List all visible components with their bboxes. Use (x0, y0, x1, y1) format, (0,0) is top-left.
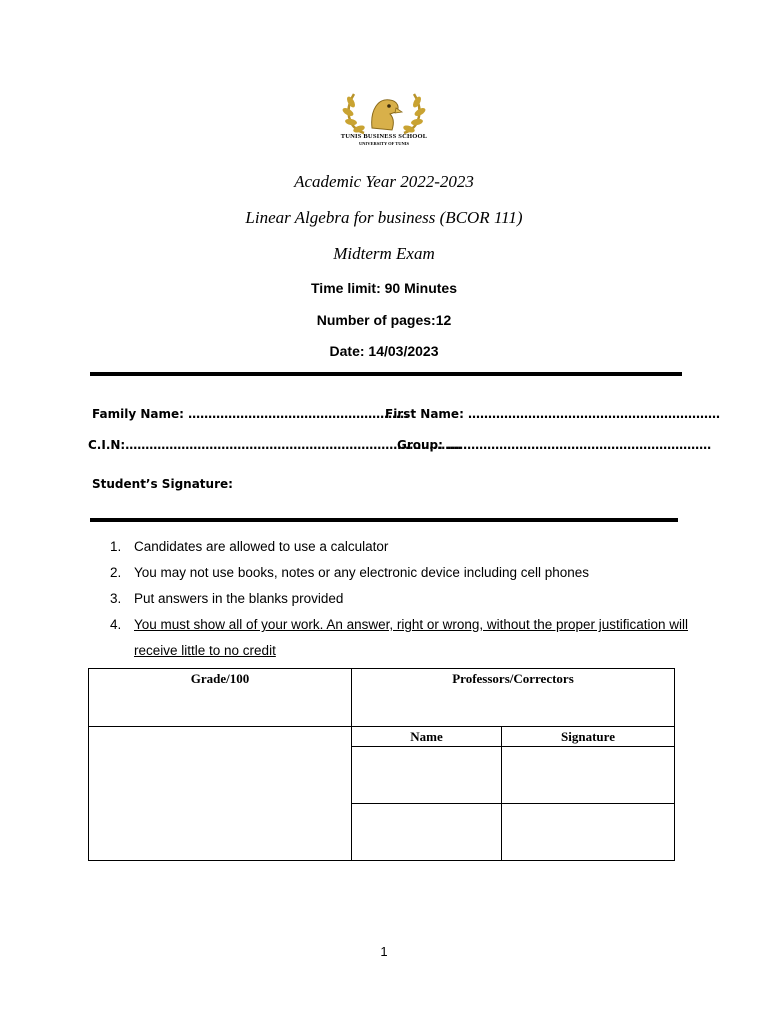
group-field[interactable]: Group: ………………………………………………………… (397, 438, 712, 452)
instruction-text: You must show all of your work. An answer, right or wrong, without the proper justification will (134, 617, 689, 632)
top-divider (90, 372, 682, 376)
instruction-text: Put answers in the blanks provided (134, 591, 344, 606)
cin-field[interactable]: C.I.N:………………………………………………………………………… (88, 438, 462, 452)
professors-header-cell (352, 669, 675, 727)
instruction-number: 3. (110, 591, 122, 606)
page-number: 1 (380, 944, 388, 959)
exam-type: Midterm Exam (333, 244, 435, 263)
professors-header: Professors/Correctors (452, 671, 574, 686)
grade-header-cell (89, 669, 352, 727)
signature-header-cell (502, 727, 675, 747)
signature-header: Signature (561, 729, 615, 744)
student-signature-label: Student’s Signature: (92, 477, 233, 491)
course-title: Linear Algebra for business (BCOR 111) (245, 208, 523, 227)
family-name-field[interactable]: Family Name: ………………………………………………. (92, 407, 409, 421)
instruction-number: 1. (110, 539, 122, 554)
instruction-text: You may not use books, notes or any electronic device including cell phones (134, 565, 590, 580)
instruction-number: 4. (110, 617, 122, 632)
bottom-divider (90, 518, 678, 522)
logo-school-name: TUNIS BUSINESS SCHOOL (340, 133, 428, 140)
instruction-text: receive little to no credit (134, 643, 276, 658)
name-header-cell (352, 727, 502, 747)
instruction-number: 2. (110, 565, 122, 580)
exam-date: Date: 14/03/2023 (329, 343, 439, 359)
instruction-text: Candidates are allowed to use a calculator (134, 539, 389, 554)
academic-year: Academic Year 2022-2023 (294, 172, 474, 191)
grade-value-cell[interactable] (89, 727, 352, 861)
grade-header: Grade/100 (190, 671, 250, 686)
time-limit: Time limit: 90 Minutes (311, 280, 457, 296)
corrector-signature-cell[interactable] (502, 804, 675, 861)
name-header: Name (410, 729, 443, 744)
page-count: Number of pages:12 (316, 312, 452, 328)
first-name-field[interactable]: First Name: ……………………………………………………… (385, 407, 721, 421)
corrector-name-cell[interactable] (352, 747, 502, 804)
corrector-name-cell[interactable] (352, 804, 502, 861)
logo-university-name: UNIVERSITY OF TUNIS (358, 141, 410, 146)
corrector-signature-cell[interactable] (502, 747, 675, 804)
grade-table (88, 668, 675, 861)
